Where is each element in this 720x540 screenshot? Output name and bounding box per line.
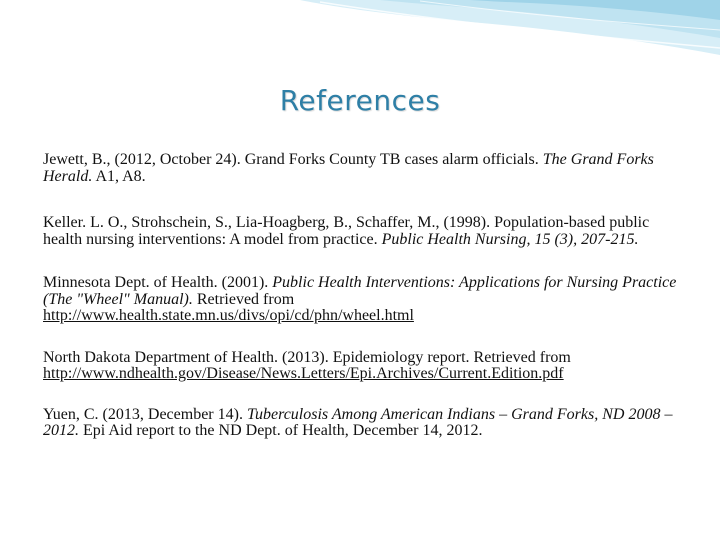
reference-authors: Jewett, B., (2012, October 24). Grand Forks County TB cases alarm officials. bbox=[43, 151, 539, 168]
reference-authors: Keller. L. O., Strohschein, S., Lia-Hoagberg, B., Schaffer, M., (1998). Population-based public health nursing interventions: A model from practice. bbox=[43, 214, 650, 248]
reference-pages: A1, A8. bbox=[95, 167, 146, 185]
reference-authors: Minnesota Dept. of Health. (2001). bbox=[43, 274, 269, 291]
reference-item bbox=[43, 350, 683, 383]
reference-item bbox=[43, 152, 683, 185]
reference-list bbox=[43, 152, 683, 470]
reference-authors: North Dakota Department of Health. (2013). Epidemiology report. Retrieved from bbox=[43, 348, 571, 366]
reference-source: Public Health Nursing, 15 (3), 207-215. bbox=[381, 230, 639, 248]
reference-link[interactable]: http://www.health.state.mn.us/divs/opi/cd/phn/wheel.html bbox=[43, 307, 414, 324]
reference-source: Public Health Interventions: Applications for Nursing Practice (The "Wheel" Manual). bbox=[43, 274, 677, 308]
header-wave-decoration bbox=[0, 0, 720, 90]
reference-item bbox=[43, 215, 683, 248]
reference-link[interactable]: http://www.ndhealth.gov/Disease/News.Letters/Epi.Archives/Current.Edition.pdf bbox=[43, 365, 564, 382]
reference-retrieved: Retrieved from bbox=[196, 290, 295, 308]
reference-authors: Yuen, C. (2013, December 14). bbox=[43, 405, 243, 423]
reference-item bbox=[43, 275, 683, 325]
reference-detail: Epi Aid report to the ND Dept. of Health, December 14, 2012. bbox=[83, 422, 483, 439]
reference-item bbox=[43, 407, 683, 440]
slide-title: References bbox=[279, 84, 441, 117]
reference-source: The Grand Forks Herald. bbox=[43, 151, 654, 185]
reference-source: Tuberculosis Among American Indians – Grand Forks, ND 2008 – 2012. bbox=[43, 405, 673, 439]
